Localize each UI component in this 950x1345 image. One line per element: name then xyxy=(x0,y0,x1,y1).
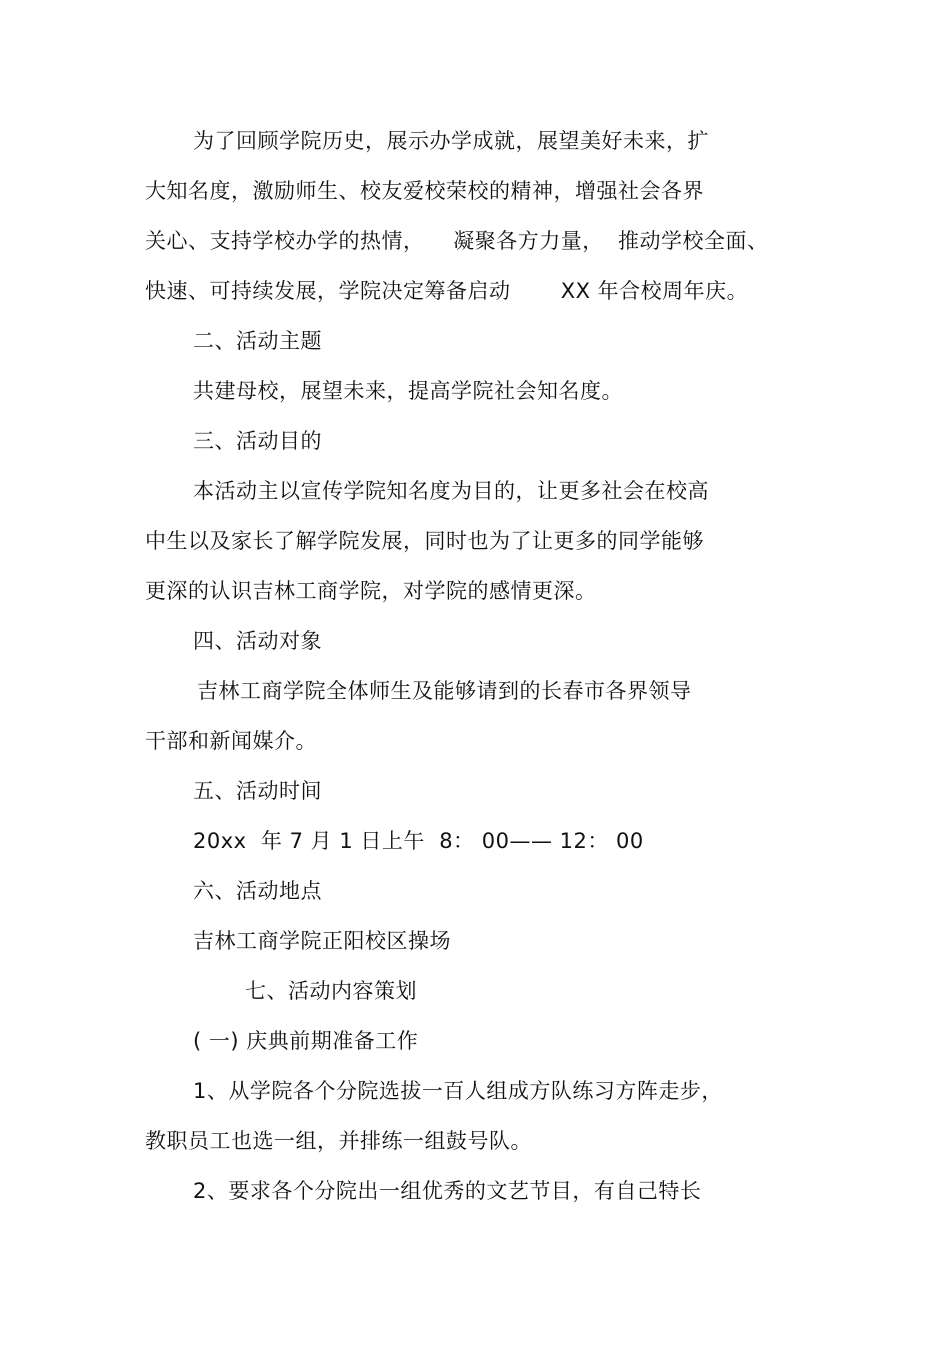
section-heading-theme: 二、活动主题 xyxy=(193,329,322,353)
location-text: 吉林工商学院正阳校区操场 xyxy=(193,929,451,953)
time-text: 20xx 年 7 月 1 日上午 8： 00—— 12： 00 xyxy=(193,829,644,853)
paragraph-intro-line-3: 关心、支持学校办学的热情， 凝聚各方力量， 推动学校全面、 xyxy=(145,229,769,253)
section-heading-audience: 四、活动对象 xyxy=(193,629,322,653)
audience-line-1: 吉林工商学院全体师生及能够请到的长春市各界领导 xyxy=(197,679,692,703)
preparation-item-1-line-1: 1、从学院各个分院选拔一百人组成方队练习方阵走步， xyxy=(193,1079,723,1103)
subsection-heading-preparation: ( 一) 庆典前期准备工作 xyxy=(193,1029,419,1053)
audience-line-2: 干部和新闻媒介。 xyxy=(145,729,317,753)
section-heading-time: 五、活动时间 xyxy=(193,779,322,803)
paragraph-intro-line-2: 大知名度，激励师生、校友爱校荣校的精神，增强社会各界 xyxy=(145,179,704,203)
paragraph-intro-line-1: 为了回顾学院历史，展示办学成就，展望美好未来，扩 xyxy=(193,129,709,153)
preparation-item-1-line-2: 教职员工也选一组，并排练一组鼓号队。 xyxy=(145,1129,532,1153)
section-heading-purpose: 三、活动目的 xyxy=(193,429,322,453)
preparation-item-2-line-1: 2、要求各个分院出一组优秀的文艺节目，有自己特长 xyxy=(193,1179,702,1203)
purpose-line-2: 中生以及家长了解学院发展，同时也为了让更多的同学能够 xyxy=(145,529,704,553)
paragraph-intro-line-4: 快速、可持续发展，学院决定筹备启动 XX 年合校周年庆。 xyxy=(145,279,749,303)
section-heading-content: 七、活动内容策划 xyxy=(245,979,417,1003)
purpose-line-3: 更深的认识吉林工商学院，对学院的感情更深。 xyxy=(145,579,597,603)
section-heading-location: 六、活动地点 xyxy=(193,879,322,903)
theme-text: 共建母校，展望未来，提高学院社会知名度。 xyxy=(193,379,623,403)
purpose-line-1: 本活动主以宣传学院知名度为目的，让更多社会在校高 xyxy=(193,479,709,503)
